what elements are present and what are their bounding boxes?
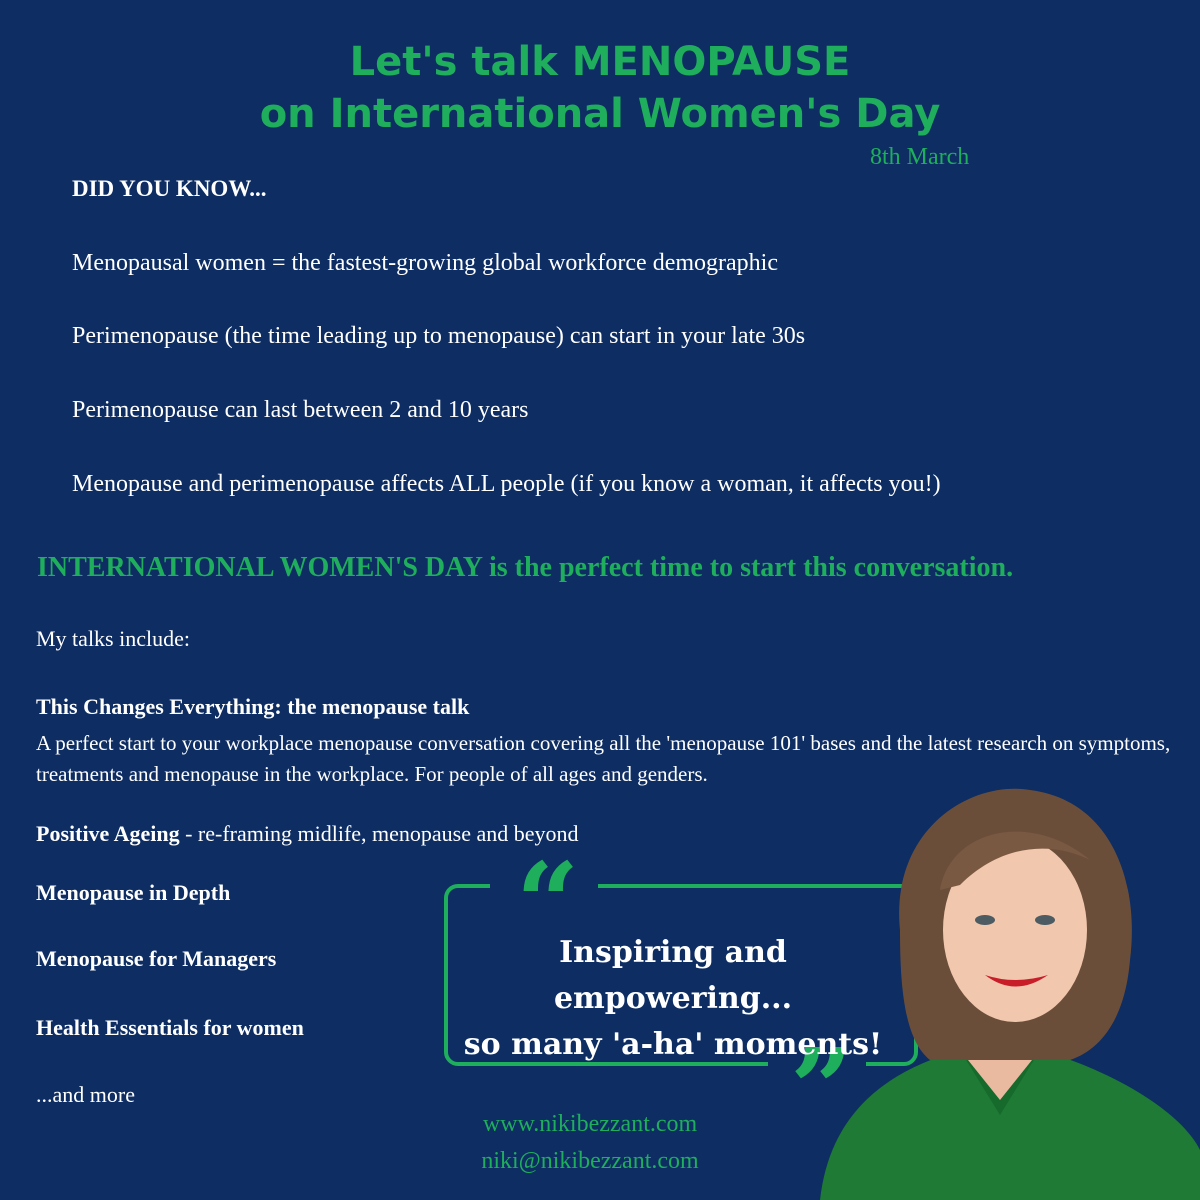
- talk-title-health-essentials: Health Essentials for women: [36, 1015, 304, 1040]
- fact-item: Perimenopause can last between 2 and 10 years: [72, 397, 529, 423]
- page-title: [0, 36, 1200, 140]
- close-quote-icon: ”: [790, 1024, 854, 1153]
- call-to-action: INTERNATIONAL WOMEN'S DAY is the perfect time to start this conversation.: [37, 552, 1014, 583]
- talk-description: A perfect start to your workplace menopause conversation covering all the 'menopause 101' bases and the latest research on symptoms, treatments and menopause in the workplace. For people of all ages and genders.: [36, 731, 1171, 786]
- talk-title-menopause-in-depth: Menopause in Depth: [36, 880, 231, 905]
- and-more-text: ...and more: [36, 1082, 135, 1107]
- talk-subtitle: - re-framing midlife, menopause and beyond: [179, 821, 579, 846]
- open-quote-icon: “: [516, 838, 580, 967]
- quote-line-1: Inspiring and empowering...: [553, 935, 793, 1016]
- fact-item: Menopausal women = the fastest-growing global workforce demographic: [72, 250, 778, 276]
- portrait-eye-right: [1035, 915, 1055, 925]
- event-date: 8th March: [870, 144, 970, 170]
- talk-title-positive-ageing: Positive Ageing: [36, 821, 180, 846]
- fact-item: Menopause and perimenopause affects ALL people (if you know a woman, it affects you!): [72, 471, 941, 497]
- fact-item: Perimenopause (the time leading up to menopause) can start in your late 30s: [72, 323, 806, 349]
- quote-line-2: so many 'a-ha' moments!: [463, 1027, 883, 1062]
- title-line-2: on International Women's Day: [259, 91, 941, 137]
- talk-title-this-changes-everything: This Changes Everything: the menopause talk: [36, 694, 470, 719]
- portrait-eye-left: [975, 915, 995, 925]
- title-line-1: Let's talk MENOPAUSE: [349, 39, 851, 85]
- talk-positive-ageing: [36, 821, 579, 847]
- speaker-portrait: [800, 770, 1200, 1200]
- website-link[interactable]: www.nikibezzant.com: [482, 1111, 698, 1137]
- talks-intro: My talks include:: [36, 626, 190, 651]
- facts-heading: DID YOU KNOW...: [72, 176, 267, 201]
- email-link[interactable]: niki@nikibezzant.com: [481, 1148, 699, 1174]
- talk-title-menopause-for-managers: Menopause for Managers: [36, 946, 277, 971]
